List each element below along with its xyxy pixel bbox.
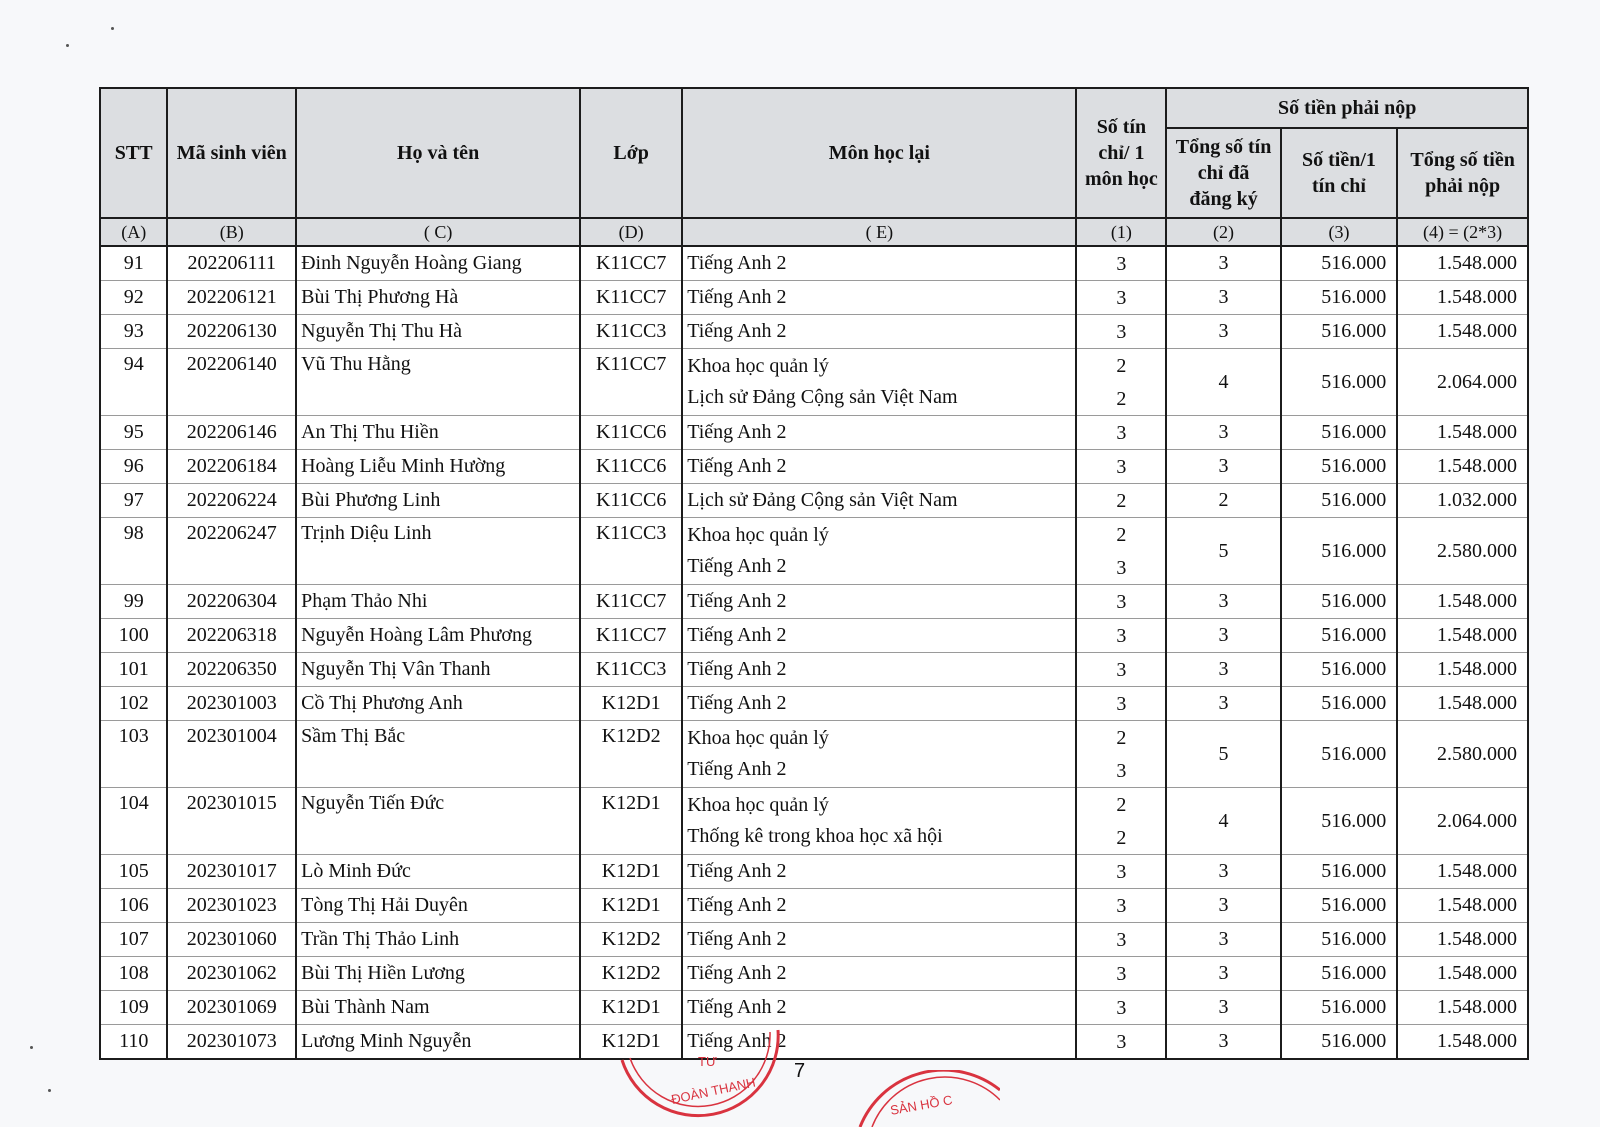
subject-name: Lịch sử Đảng Cộng sản Việt Nam <box>687 386 958 408</box>
table-row <box>100 788 1528 855</box>
cell-credits-per-subject <box>1076 653 1166 687</box>
cell-stt: 93 <box>100 315 167 349</box>
cell-full-name: Lương Minh Nguyễn <box>296 1025 580 1060</box>
cell-class: K11CC7 <box>580 281 682 315</box>
cell-credits-per-subject <box>1076 246 1166 281</box>
column-code: (3) <box>1281 218 1397 246</box>
table-row <box>100 416 1528 450</box>
column-code: ( E) <box>682 218 1076 246</box>
cell-credits-per-subject <box>1076 619 1166 653</box>
cell-total-credits: 3 <box>1166 991 1280 1025</box>
cell-fee-per-credit: 516.000 <box>1281 991 1397 1025</box>
cell-stt: 110 <box>100 1025 167 1060</box>
cell-student-id: 202206140 <box>167 349 296 416</box>
table-row <box>100 349 1528 416</box>
subject-credits: 2 <box>1116 727 1127 749</box>
cell-credits-per-subject <box>1076 281 1166 315</box>
header-credits-per-subject: Số tín chỉ/ 1 môn học <box>1076 88 1166 218</box>
cell-full-name: Hoàng Liễu Minh Hường <box>296 450 580 484</box>
cell-credits-per-subject <box>1076 1025 1166 1060</box>
column-code: (D) <box>580 218 682 246</box>
cell-retake-subjects <box>682 855 1076 889</box>
cell-retake-subjects <box>682 416 1076 450</box>
subject-name: Tiếng Anh 2 <box>687 758 787 780</box>
subject-credits: 3 <box>1116 895 1127 917</box>
cell-credits-per-subject <box>1076 923 1166 957</box>
cell-fee-per-credit: 516.000 <box>1281 349 1397 416</box>
subject-name: Tiếng Anh 2 <box>687 860 787 882</box>
subject-credits: 3 <box>1116 557 1127 579</box>
cell-retake-subjects <box>682 484 1076 518</box>
table-row <box>100 855 1528 889</box>
cell-credits-per-subject <box>1076 450 1166 484</box>
table-row <box>100 957 1528 991</box>
subject-name: Lịch sử Đảng Cộng sản Việt Nam <box>687 489 958 511</box>
subject-name: Tiếng Anh 2 <box>687 286 787 308</box>
subject-name: Tiếng Anh 2 <box>687 555 787 577</box>
cell-class: K11CC7 <box>580 619 682 653</box>
cell-student-id: 202301069 <box>167 991 296 1025</box>
table-row <box>100 484 1528 518</box>
scan-speck <box>111 27 114 30</box>
table-row <box>100 923 1528 957</box>
cell-stt: 103 <box>100 721 167 788</box>
cell-student-id: 202301023 <box>167 889 296 923</box>
subject-credits: 3 <box>1116 456 1127 478</box>
table-row <box>100 450 1528 484</box>
subject-credits: 3 <box>1116 861 1127 883</box>
cell-stt: 109 <box>100 991 167 1025</box>
cell-retake-subjects <box>682 653 1076 687</box>
cell-stt: 104 <box>100 788 167 855</box>
table-row <box>100 281 1528 315</box>
table-row <box>100 315 1528 349</box>
cell-fee-per-credit: 516.000 <box>1281 1025 1397 1060</box>
subject-credits: 3 <box>1116 659 1127 681</box>
cell-total-fee: 2.580.000 <box>1397 721 1528 788</box>
cell-fee-per-credit: 516.000 <box>1281 484 1397 518</box>
cell-fee-per-credit: 516.000 <box>1281 653 1397 687</box>
cell-credits-per-subject <box>1076 518 1166 585</box>
cell-student-id: 202206130 <box>167 315 296 349</box>
subject-name: Tiếng Anh 2 <box>687 658 787 680</box>
cell-retake-subjects <box>682 619 1076 653</box>
cell-retake-subjects <box>682 246 1076 281</box>
cell-class: K11CC6 <box>580 450 682 484</box>
cell-class: K12D1 <box>580 889 682 923</box>
cell-total-fee: 1.548.000 <box>1397 687 1528 721</box>
cell-full-name: Tòng Thị Hải Duyên <box>296 889 580 923</box>
table-row <box>100 889 1528 923</box>
cell-stt: 95 <box>100 416 167 450</box>
subject-credits: 2 <box>1116 524 1127 546</box>
cell-fee-per-credit: 516.000 <box>1281 619 1397 653</box>
cell-stt: 105 <box>100 855 167 889</box>
cell-class: K12D2 <box>580 957 682 991</box>
cell-student-id: 202206146 <box>167 416 296 450</box>
cell-total-fee: 1.548.000 <box>1397 585 1528 619</box>
cell-stt: 98 <box>100 518 167 585</box>
cell-full-name: Bùi Thị Phương Hà <box>296 281 580 315</box>
cell-total-credits: 3 <box>1166 923 1280 957</box>
cell-student-id: 202301073 <box>167 1025 296 1060</box>
cell-student-id: 202301003 <box>167 687 296 721</box>
cell-fee-per-credit: 516.000 <box>1281 957 1397 991</box>
cell-total-fee: 1.548.000 <box>1397 246 1528 281</box>
cell-total-fee: 1.548.000 <box>1397 416 1528 450</box>
subject-credits: 2 <box>1116 794 1127 816</box>
cell-credits-per-subject <box>1076 687 1166 721</box>
cell-retake-subjects <box>682 957 1076 991</box>
column-codes-row <box>100 218 1528 246</box>
cell-student-id: 202301004 <box>167 721 296 788</box>
cell-total-credits: 4 <box>1166 349 1280 416</box>
cell-retake-subjects <box>682 889 1076 923</box>
cell-full-name: Trần Thị Thảo Linh <box>296 923 580 957</box>
column-code: (2) <box>1166 218 1280 246</box>
subject-credits: 3 <box>1116 693 1127 715</box>
cell-class: K12D2 <box>580 721 682 788</box>
cell-fee-per-credit: 516.000 <box>1281 788 1397 855</box>
cell-class: K12D2 <box>580 923 682 957</box>
cell-credits-per-subject <box>1076 991 1166 1025</box>
column-code: (A) <box>100 218 167 246</box>
subject-credits: 3 <box>1116 929 1127 951</box>
cell-full-name: Trịnh Diệu Linh <box>296 518 580 585</box>
cell-fee-per-credit: 516.000 <box>1281 923 1397 957</box>
cell-student-id: 202206111 <box>167 246 296 281</box>
cell-fee-per-credit: 516.000 <box>1281 585 1397 619</box>
cell-full-name: Đinh Nguyễn Hoàng Giang <box>296 246 580 281</box>
header-retake-subject: Môn học lại <box>682 88 1076 218</box>
subject-name: Tiếng Anh 2 <box>687 894 787 916</box>
cell-full-name: Bùi Thành Nam <box>296 991 580 1025</box>
subject-name: Tiếng Anh 2 <box>687 455 787 477</box>
cell-class: K12D1 <box>580 855 682 889</box>
cell-stt: 96 <box>100 450 167 484</box>
table-row <box>100 1025 1528 1060</box>
cell-stt: 91 <box>100 246 167 281</box>
cell-total-credits: 3 <box>1166 315 1280 349</box>
subject-credits: 3 <box>1116 321 1127 343</box>
cell-fee-per-credit: 516.000 <box>1281 246 1397 281</box>
cell-full-name: Nguyễn Hoàng Lâm Phương <box>296 619 580 653</box>
cell-total-credits: 3 <box>1166 957 1280 991</box>
subject-credits: 3 <box>1116 963 1127 985</box>
cell-full-name: Sầm Thị Bắc <box>296 721 580 788</box>
subject-credits: 3 <box>1116 1031 1127 1053</box>
subject-name: Tiếng Anh 2 <box>687 1030 787 1052</box>
cell-total-credits: 2 <box>1166 484 1280 518</box>
cell-class: K11CC6 <box>580 416 682 450</box>
table-row <box>100 585 1528 619</box>
cell-total-credits: 5 <box>1166 518 1280 585</box>
cell-fee-per-credit: 516.000 <box>1281 281 1397 315</box>
column-code: ( C) <box>296 218 580 246</box>
cell-total-fee: 1.548.000 <box>1397 1025 1528 1060</box>
cell-class: K11CC7 <box>580 349 682 416</box>
cell-total-fee: 1.548.000 <box>1397 923 1528 957</box>
cell-credits-per-subject <box>1076 315 1166 349</box>
cell-total-fee: 1.548.000 <box>1397 281 1528 315</box>
subject-credits: 2 <box>1116 355 1127 377</box>
cell-fee-per-credit: 516.000 <box>1281 721 1397 788</box>
cell-retake-subjects <box>682 281 1076 315</box>
cell-total-fee: 1.032.000 <box>1397 484 1528 518</box>
subject-credits: 3 <box>1116 625 1127 647</box>
cell-retake-subjects <box>682 687 1076 721</box>
cell-credits-per-subject <box>1076 889 1166 923</box>
cell-student-id: 202206184 <box>167 450 296 484</box>
cell-stt: 101 <box>100 653 167 687</box>
cell-retake-subjects <box>682 349 1076 416</box>
cell-total-credits: 3 <box>1166 450 1280 484</box>
cell-total-fee: 1.548.000 <box>1397 889 1528 923</box>
subject-credits: 3 <box>1116 591 1127 613</box>
scan-speck <box>66 44 69 47</box>
cell-total-credits: 3 <box>1166 653 1280 687</box>
cell-total-credits: 3 <box>1166 416 1280 450</box>
cell-full-name: Bùi Thị Hiền Lương <box>296 957 580 991</box>
subject-name: Thống kê trong khoa học xã hội <box>687 825 943 847</box>
subject-name: Khoa học quản lý <box>687 727 829 749</box>
header-fee-per-credit: Số tiền/1 tín chỉ <box>1281 128 1397 218</box>
svg-text:ĐOÀN THANH: ĐOÀN THANH <box>669 1074 757 1107</box>
subject-credits: 3 <box>1116 422 1127 444</box>
cell-total-fee: 2.064.000 <box>1397 349 1528 416</box>
cell-total-fee: 1.548.000 <box>1397 991 1528 1025</box>
cell-student-id: 202206224 <box>167 484 296 518</box>
cell-fee-per-credit: 516.000 <box>1281 416 1397 450</box>
cell-full-name: Phạm Thảo Nhi <box>296 585 580 619</box>
cell-student-id: 202206318 <box>167 619 296 653</box>
cell-total-fee: 1.548.000 <box>1397 450 1528 484</box>
cell-stt: 92 <box>100 281 167 315</box>
cell-credits-per-subject <box>1076 957 1166 991</box>
table-body <box>100 246 1528 1059</box>
cell-total-credits: 3 <box>1166 246 1280 281</box>
subject-name: Tiếng Anh 2 <box>687 421 787 443</box>
cell-stt: 107 <box>100 923 167 957</box>
cell-retake-subjects <box>682 585 1076 619</box>
red-stamp-left <box>610 1020 790 1127</box>
subject-name: Tiếng Anh 2 <box>687 692 787 714</box>
table-row <box>100 246 1528 281</box>
subject-name: Tiếng Anh 2 <box>687 962 787 984</box>
cell-fee-per-credit: 516.000 <box>1281 687 1397 721</box>
cell-class: K12D1 <box>580 991 682 1025</box>
cell-total-fee: 1.548.000 <box>1397 855 1528 889</box>
cell-student-id: 202206247 <box>167 518 296 585</box>
subject-name: Khoa học quản lý <box>687 794 829 816</box>
cell-class: K11CC7 <box>580 246 682 281</box>
cell-student-id: 202206121 <box>167 281 296 315</box>
cell-full-name: Bùi Phương Linh <box>296 484 580 518</box>
cell-total-fee: 1.548.000 <box>1397 653 1528 687</box>
red-stamp-right <box>850 1070 1000 1127</box>
cell-student-id: 202206350 <box>167 653 296 687</box>
cell-fee-per-credit: 516.000 <box>1281 889 1397 923</box>
subject-name: Tiếng Anh 2 <box>687 928 787 950</box>
cell-fee-per-credit: 516.000 <box>1281 315 1397 349</box>
cell-total-fee: 1.548.000 <box>1397 315 1528 349</box>
cell-total-credits: 3 <box>1166 281 1280 315</box>
header-stt: STT <box>100 88 167 218</box>
cell-full-name: Cồ Thị Phương Anh <box>296 687 580 721</box>
cell-student-id: 202206304 <box>167 585 296 619</box>
table-row <box>100 687 1528 721</box>
cell-total-fee: 2.064.000 <box>1397 788 1528 855</box>
cell-stt: 97 <box>100 484 167 518</box>
subject-name: Tiếng Anh 2 <box>687 590 787 612</box>
cell-student-id: 202301060 <box>167 923 296 957</box>
table-row <box>100 721 1528 788</box>
cell-class: K11CC7 <box>580 585 682 619</box>
subject-credits: 2 <box>1116 388 1127 410</box>
cell-fee-per-credit: 516.000 <box>1281 518 1397 585</box>
cell-total-credits: 3 <box>1166 1025 1280 1060</box>
subject-name: Tiếng Anh 2 <box>687 252 787 274</box>
table-row <box>100 518 1528 585</box>
cell-credits-per-subject <box>1076 416 1166 450</box>
cell-total-fee: 2.580.000 <box>1397 518 1528 585</box>
cell-student-id: 202301015 <box>167 788 296 855</box>
cell-stt: 102 <box>100 687 167 721</box>
scan-speck <box>48 1089 51 1092</box>
cell-total-credits: 5 <box>1166 721 1280 788</box>
cell-credits-per-subject <box>1076 855 1166 889</box>
cell-fee-per-credit: 516.000 <box>1281 450 1397 484</box>
cell-credits-per-subject <box>1076 349 1166 416</box>
header-full-name: Họ và tên <box>296 88 580 218</box>
cell-retake-subjects <box>682 721 1076 788</box>
column-code: (4) = (2*3) <box>1397 218 1528 246</box>
cell-retake-subjects <box>682 450 1076 484</box>
cell-class: K12D1 <box>580 1025 682 1060</box>
subject-name: Khoa học quản lý <box>687 355 829 377</box>
cell-stt: 100 <box>100 619 167 653</box>
cell-student-id: 202301017 <box>167 855 296 889</box>
cell-full-name: Nguyễn Tiến Đức <box>296 788 580 855</box>
subject-credits: 3 <box>1116 997 1127 1019</box>
subject-name: Khoa học quản lý <box>687 524 829 546</box>
subject-credits: 3 <box>1116 253 1127 275</box>
cell-total-credits: 3 <box>1166 889 1280 923</box>
column-code: (B) <box>167 218 296 246</box>
cell-full-name: Vũ Thu Hằng <box>296 349 580 416</box>
cell-total-fee: 1.548.000 <box>1397 619 1528 653</box>
table-row <box>100 653 1528 687</box>
cell-retake-subjects <box>682 923 1076 957</box>
cell-full-name: Lò Minh Đức <box>296 855 580 889</box>
subject-name: Tiếng Anh 2 <box>687 320 787 342</box>
cell-total-credits: 3 <box>1166 619 1280 653</box>
page-number: 7 <box>794 1060 806 1082</box>
cell-fee-per-credit: 516.000 <box>1281 855 1397 889</box>
header-total-credits: Tổng số tín chỉ đã đăng ký <box>1166 128 1280 218</box>
table-row <box>100 991 1528 1025</box>
table-row <box>100 619 1528 653</box>
cell-class: K11CC3 <box>580 315 682 349</box>
cell-stt: 108 <box>100 957 167 991</box>
subject-credits: 3 <box>1116 287 1127 309</box>
tuition-table <box>99 87 1529 1060</box>
cell-stt: 99 <box>100 585 167 619</box>
cell-credits-per-subject <box>1076 585 1166 619</box>
subject-credits: 3 <box>1116 760 1127 782</box>
cell-retake-subjects <box>682 788 1076 855</box>
cell-total-fee: 1.548.000 <box>1397 957 1528 991</box>
svg-text:SẢN HỒ C: SẢN HỒ C <box>889 1092 954 1118</box>
header-student-id: Mã sinh viên <box>167 88 296 218</box>
cell-class: K11CC3 <box>580 518 682 585</box>
cell-full-name: Nguyễn Thị Thu Hà <box>296 315 580 349</box>
cell-full-name: Nguyễn Thị Vân Thanh <box>296 653 580 687</box>
cell-class: K11CC3 <box>580 653 682 687</box>
cell-class: K11CC6 <box>580 484 682 518</box>
cell-credits-per-subject <box>1076 721 1166 788</box>
header-amount-group: Số tiền phải nộp <box>1166 88 1528 128</box>
svg-text:TƯ: TƯ <box>698 1054 718 1069</box>
cell-stt: 94 <box>100 349 167 416</box>
subject-name: Tiếng Anh 2 <box>687 996 787 1018</box>
cell-credits-per-subject <box>1076 788 1166 855</box>
scan-speck <box>30 1046 33 1049</box>
cell-total-credits: 3 <box>1166 585 1280 619</box>
cell-class: K12D1 <box>580 687 682 721</box>
cell-retake-subjects <box>682 518 1076 585</box>
cell-student-id: 202301062 <box>167 957 296 991</box>
cell-stt: 106 <box>100 889 167 923</box>
cell-class: K12D1 <box>580 788 682 855</box>
subject-name: Tiếng Anh 2 <box>687 624 787 646</box>
cell-total-credits: 3 <box>1166 687 1280 721</box>
cell-total-credits: 4 <box>1166 788 1280 855</box>
cell-credits-per-subject <box>1076 484 1166 518</box>
subject-credits: 2 <box>1116 827 1127 849</box>
header-total-fee: Tổng số tiền phải nộp <box>1397 128 1528 218</box>
cell-total-credits: 3 <box>1166 855 1280 889</box>
cell-retake-subjects <box>682 315 1076 349</box>
header-class: Lớp <box>580 88 682 218</box>
cell-full-name: An Thị Thu Hiền <box>296 416 580 450</box>
column-code: (1) <box>1076 218 1166 246</box>
subject-credits: 2 <box>1116 490 1127 512</box>
